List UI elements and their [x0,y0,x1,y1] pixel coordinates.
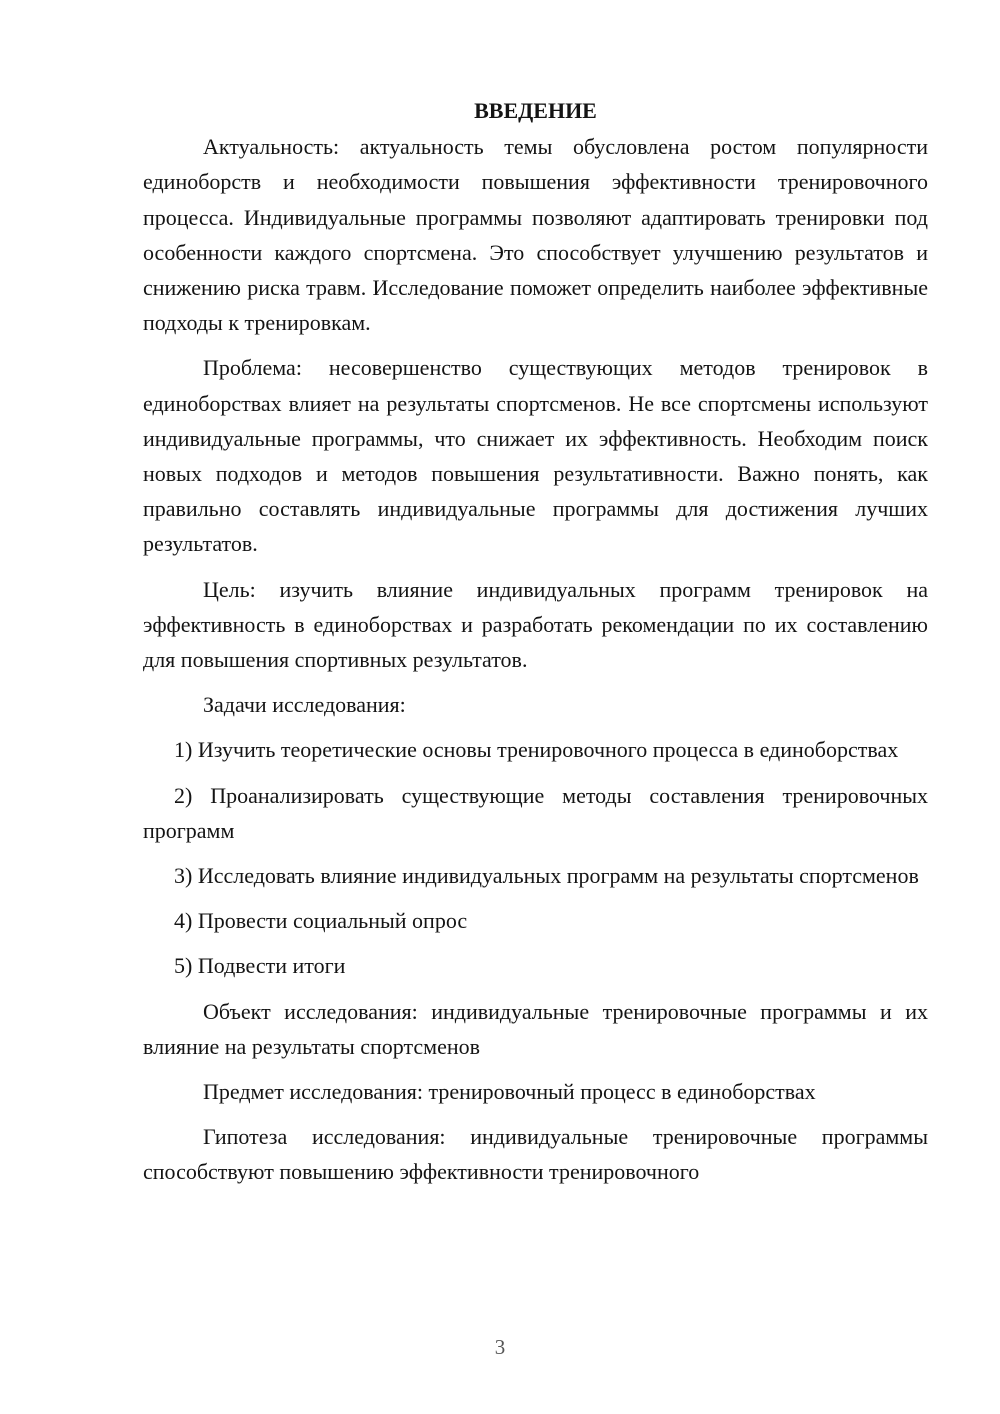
task-item-5: 5) Подвести итоги [174,953,346,979]
research-object-paragraph: Объект исследования: индивидуальные тренировочные программы и их влияние на результаты спортсменов [143,998,928,1059]
page-content [143,93,928,1200]
tasks-heading: Задачи исследования: [203,692,406,718]
task-item-2: 2) Проанализировать существующие методы составления тренировочных программ [143,782,928,843]
goal-paragraph: Цель: изучить влияние индивидуальных программ тренировок на эффективность в единоборствах и разработать рекомендации по их составлению для повышения спортивных результатов. [143,576,928,673]
task-item-1: 1) Изучить теоретические основы тренировочного процесса в единоборствах [174,737,899,763]
research-subject-paragraph: Предмет исследования: тренировочный процесс в единоборствах [203,1079,816,1105]
page-number: 3 [494,1335,506,1359]
relevance-paragraph: Актуальность: актуальность темы обусловлена ростом популярности единоборств и необходимости повышения эффективности тренировочного процесса. Индивидуальные программы позволяют адаптировать тренировки под особенности каждого спортсмена. Это способствует улучшению результатов и снижению риска травм. Исследование поможет определить наиболее эффективные подходы к тренировкам. [143,134,928,336]
hypothesis-paragraph: Гипотеза исследования: индивидуальные тренировочные программы способствуют повышению эффективности тренировочного [143,1124,928,1185]
task-item-4: 4) Провести социальный опрос [174,908,468,934]
problem-paragraph: Проблема: несовершенство существующих методов тренировок в единоборствах влияет на результаты спортсменов. Не все спортсмены используют индивидуальные программы, что снижает их эффективность. Необходим поиск новых подходов и методов повышения результативности. Важно понять, как правильно составлять индивидуальные программы для достижения лучших результатов. [143,355,928,557]
section-title: ВВЕДЕНИЕ [474,98,597,123]
task-item-3: 3) Исследовать влияние индивидуальных программ на результаты спортсменов [174,863,919,889]
